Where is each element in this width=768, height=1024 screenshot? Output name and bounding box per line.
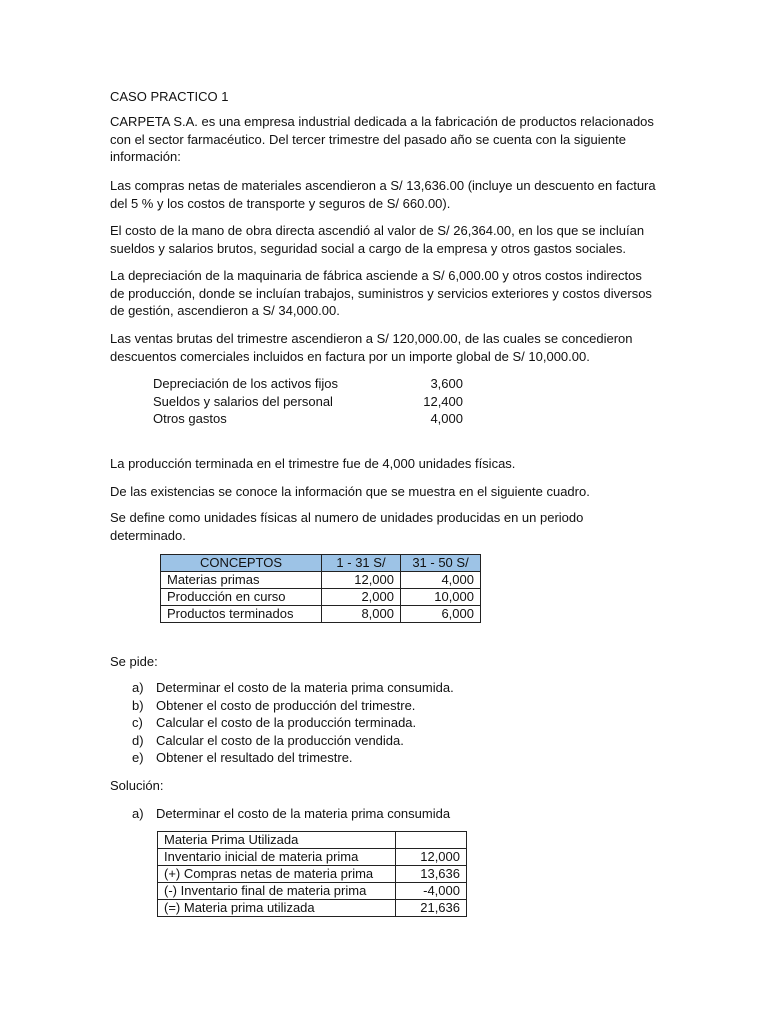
cost-row xyxy=(153,410,463,428)
mp-label-cell: Inventario inicial de materia prima xyxy=(158,849,396,866)
cost-row xyxy=(153,375,463,393)
mano-obra-paragraph: El costo de la mano de obra directa ascendió al valor de S/ 26,364.00, en los que se incluían sueldos y salarios brutos, seguridad social a cargo de la empresa y otros gastos sociales. xyxy=(110,223,645,256)
table-row xyxy=(161,606,481,623)
produccion-paragraph: La producción terminada en el trimestre fue de 4,000 unidades físicas. xyxy=(110,456,516,471)
cost-value: 12,400 xyxy=(423,393,463,409)
mp-label-cell: (-) Inventario final de materia prima xyxy=(158,883,396,900)
mp-label-cell: (+) Compras netas de materia prima xyxy=(158,866,396,883)
list-item xyxy=(132,679,454,697)
value-cell: 2,000 xyxy=(322,589,401,606)
list-text: Obtener el resultado del trimestre. xyxy=(156,750,353,765)
table-row xyxy=(158,866,467,883)
concept-cell: Producción en curso xyxy=(161,589,322,606)
value-cell: 6,000 xyxy=(401,606,481,623)
list-text: Determinar el costo de la materia prima consumida. xyxy=(156,680,454,695)
mp-value-cell: 12,000 xyxy=(396,849,467,866)
list-marker: b) xyxy=(132,697,144,713)
costs-list xyxy=(153,375,463,428)
mp-value-cell: 21,636 xyxy=(396,900,467,917)
mp-title-cell: Materia Prima Utilizada xyxy=(158,832,396,849)
intro-paragraph: CARPETA S.A. es una empresa industrial dedicada a la fabricación de productos relacionados con el sector farmacéutico. Del tercer trimestre del pasado año se cuenta con la siguiente información: xyxy=(110,114,654,164)
materia-prima-table xyxy=(157,831,467,917)
list-text: Calcular el costo de la producción vendida. xyxy=(156,732,404,748)
concept-cell: Productos terminados xyxy=(161,606,322,623)
list-text: Calcular el costo de la producción terminada. xyxy=(156,715,417,730)
depreciacion-paragraph: La depreciación de la maquinaria de fábrica asciende a S/ 6,000.00 y otros costos indirectos de producción, donde se incluían trabajos, suministros y servicios exteriores y costos diversos de gestión, ascendieron a S/ 34,000.00. xyxy=(110,268,652,318)
mp-value-cell: -4,000 xyxy=(396,883,467,900)
solucion-heading: Solución: xyxy=(110,778,164,793)
list-item xyxy=(132,732,454,750)
cost-value: 3,600 xyxy=(430,376,463,391)
cost-value: 4,000 xyxy=(430,411,463,426)
compras-paragraph: Las compras netas de materiales ascendieron a S/ 13,636.00 (incluye un descuento en factura del 5 % y los costos de transporte y seguros de S/ 660.00). xyxy=(110,178,656,211)
cost-row xyxy=(153,393,463,411)
table-row xyxy=(158,849,467,866)
unidades-paragraph: Se define como unidades físicas al numero de unidades producidas en un periodo determinado. xyxy=(110,510,584,543)
se-pide-heading: Se pide: xyxy=(110,654,158,669)
header-period-1: 1 - 31 S/ xyxy=(322,555,401,572)
ventas-paragraph: Las ventas brutas del trimestre ascendieron a S/ 120,000.00, de las cuales se concedieron descuentos comerciales incluidos en factura por un importe global de S/ 10,000.00. xyxy=(110,331,633,364)
table-row xyxy=(158,883,467,900)
table-row xyxy=(158,900,467,917)
value-cell: 12,000 xyxy=(322,572,401,589)
table-row xyxy=(161,572,481,589)
concept-cell: Materias primas xyxy=(161,572,322,589)
inventory-header-row xyxy=(161,555,481,572)
empty-cell xyxy=(396,832,467,849)
inventory-table xyxy=(160,554,481,623)
task-list xyxy=(132,679,454,767)
value-cell: 10,000 xyxy=(401,589,481,606)
value-cell: 8,000 xyxy=(322,606,401,623)
list-item xyxy=(132,697,454,715)
cost-label: Otros gastos xyxy=(153,411,227,426)
header-conceptos: CONCEPTOS xyxy=(161,555,322,572)
table-row xyxy=(158,832,467,849)
mp-label-cell: (=) Materia prima utilizada xyxy=(158,900,396,917)
list-marker: a) xyxy=(132,806,144,821)
list-marker: c) xyxy=(132,715,143,730)
list-marker: d) xyxy=(132,732,144,748)
list-text: Obtener el costo de producción del trimestre. xyxy=(156,697,416,713)
list-marker: a) xyxy=(132,680,144,695)
header-period-2: 31 - 50 S/ xyxy=(401,555,481,572)
value-cell: 4,000 xyxy=(401,572,481,589)
list-marker: e) xyxy=(132,750,144,765)
list-text: Determinar el costo de la materia prima consumida xyxy=(156,806,451,821)
solution-a-item xyxy=(132,805,450,823)
cost-label: Sueldos y salarios del personal xyxy=(153,393,333,409)
document-title: CASO PRACTICO 1 xyxy=(110,89,229,104)
cost-label: Depreciación de los activos fijos xyxy=(153,376,338,391)
table-row xyxy=(161,589,481,606)
mp-value-cell: 13,636 xyxy=(396,866,467,883)
list-item xyxy=(132,749,454,767)
list-item xyxy=(132,714,454,732)
existencias-paragraph: De las existencias se conoce la información que se muestra en el siguiente cuadro. xyxy=(110,484,590,499)
